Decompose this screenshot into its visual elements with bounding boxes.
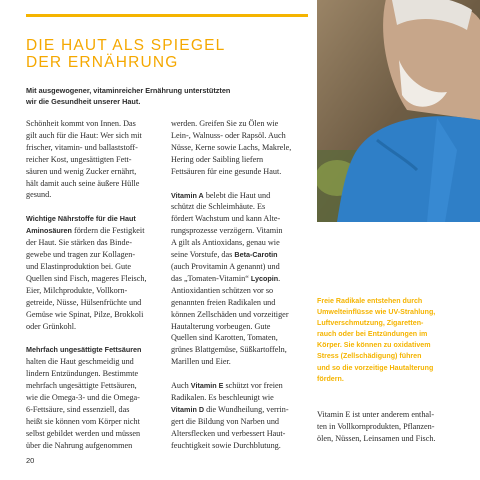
text-line: Antioxidantien schützen vor so xyxy=(171,285,274,295)
text-column-1 xyxy=(26,118,168,464)
free-radicals-callout xyxy=(317,296,477,385)
text-line: gert die Bildung von Narben und xyxy=(171,416,280,426)
term-lycopin: Lycopin xyxy=(250,273,279,283)
text-line: feuchtigkeit sowie Durchblutung. xyxy=(171,440,281,450)
text-run: . xyxy=(278,273,281,283)
text-line: Lein-, Walnuss- oder Rapsöl. Auch xyxy=(171,130,286,140)
page-title xyxy=(26,37,316,71)
text-line: selbst gebildet werden und müssen xyxy=(26,428,141,438)
text-line: lindern Entzündungen. Bestimmte xyxy=(26,369,139,379)
text-line: Schönheit kommt von Innen. Das xyxy=(26,119,136,128)
text-line: und Elastinproduktion bei. Gute xyxy=(26,261,132,271)
text-line: Hautalterung vorbeugen. Gute xyxy=(171,321,271,331)
text-run: fördern die Festigkeit xyxy=(71,226,145,236)
text-line: getreide, Nüsse, Hülsenfrüchte und xyxy=(26,297,142,307)
text-line: frischer, vitamin- und ballaststoff- xyxy=(26,142,138,152)
text-line: säuren und wenig Zucker ernährt, xyxy=(26,166,137,176)
text-line: Quellen sind Fisch, mageres Fleisch, xyxy=(26,273,147,283)
lead-line: wir die Gesundheit unserer Haut. xyxy=(26,97,141,106)
text-column-2 xyxy=(171,118,307,464)
term-aminosaeuren: Aminosäuren xyxy=(26,226,72,236)
callout-line: rauch oder bei Entzündungen im xyxy=(317,330,428,339)
text-line: reicher Kost, ungesättigten Fett- xyxy=(26,154,132,164)
text-line: gilt auch für die Haut: Wer sich mit xyxy=(26,130,142,140)
amino-paragraph xyxy=(26,213,168,332)
text-line: halten die Haut geschmeidig und xyxy=(26,357,134,367)
text-line: fördert Wachstum und kann Alte- xyxy=(171,214,281,224)
term-vitamin-a: Vitamin A xyxy=(171,190,204,200)
term-vitamin-d: Vitamin D xyxy=(171,404,205,414)
text-line: Eier, Milchprodukte, Vollkorn- xyxy=(26,285,128,295)
text-line: (auch Provitamin A genannt) und xyxy=(171,261,280,271)
text-line: A gilt als Antioxidans, genau wie xyxy=(171,238,280,248)
callout-line: Luftverschmutzung, Zigaretten- xyxy=(317,319,424,328)
lead-line: Mit ausgewogener, vitaminreicher Ernährung unterstützten xyxy=(26,86,231,95)
text-line: wie die Omega-3- und die Omega- xyxy=(26,393,140,403)
text-run: die Wundheilung, verrin- xyxy=(204,404,289,414)
text-line: Fettsäuren für eine gesunde Haut. xyxy=(171,166,282,176)
text-line: über die Nahrung aufgenommen xyxy=(26,440,133,450)
text-line: hält damit auch seine äußere Hülle xyxy=(26,178,140,188)
text-line: werden. Greifen Sie zu Ölen wie xyxy=(171,119,279,128)
text-run: belebt die Haut und xyxy=(203,190,271,200)
text-line: gewebe und tragen zur Kollagen- xyxy=(26,250,136,260)
lead-paragraph xyxy=(26,85,326,107)
text-run: Auch xyxy=(171,381,191,391)
text-line: Gemüse wie Spinat, Pilze, Brokkoli xyxy=(26,309,144,319)
vitamin-a-paragraph xyxy=(171,190,307,369)
text-line: Hering oder Saibling liefern xyxy=(171,154,264,164)
callout-line: und so die vorzeitige Hautalterung xyxy=(317,363,434,372)
text-line: 6-Fettsäure, sind essenziell, das xyxy=(26,404,130,414)
text-line: rungsprozesse verzögern. Vitamin xyxy=(171,226,283,236)
photo-illustration xyxy=(317,0,480,222)
callout-line: Körper. Sie können zu oxidativem xyxy=(317,341,431,350)
intro-paragraph xyxy=(26,118,168,201)
callout-line: fördern. xyxy=(317,374,344,383)
text-line: Altersflecken und verbessert Haut- xyxy=(171,428,286,438)
callout-line: Stress (Zellschädigung) führen xyxy=(317,352,422,361)
text-line: können Zellschäden und vorzeitiger xyxy=(171,309,289,319)
title-line: DER ERNÄHRUNG xyxy=(26,54,179,71)
text-run: das „Tomaten-Vitamin“ xyxy=(171,273,251,283)
text-line: mehrfach ungesättigte Fettsäuren, xyxy=(26,381,137,391)
text-line: Radikalen. Es beschleunigt wie xyxy=(171,393,274,403)
title-line: DIE HAUT ALS SPIEGEL xyxy=(26,37,226,54)
text-run: seine Vorstufe, das xyxy=(171,250,235,260)
note-line: ten in Vollkornprodukten, Pflanzen- xyxy=(317,421,435,431)
oils-paragraph xyxy=(171,118,307,178)
note-line: ölen, Nüssen, Leinsamen und Fisch. xyxy=(317,433,436,443)
text-line: Marillen und Eier. xyxy=(171,357,231,367)
callout-line: Freie Radikale entstehen durch xyxy=(317,297,423,305)
text-line: der Haut. Sie stärken das Binde- xyxy=(26,238,132,248)
text-line: Nüsse, Kerne sowie Lachs, Makrele, xyxy=(171,142,292,152)
text-line: Quellen sind Karotten, Tomaten, xyxy=(171,333,278,343)
text-line: gesund. xyxy=(26,190,52,200)
note-line: Vitamin E ist unter anderem enthal- xyxy=(317,410,435,419)
section-heading: Mehrfach ungesättigte Fettsäuren xyxy=(26,345,142,355)
text-run: schützt vor freien xyxy=(223,381,283,391)
page-number: 20 xyxy=(26,456,35,465)
top-accent-rule xyxy=(26,14,308,17)
callout-line: Umwelteinflüsse wie UV-Strahlung, xyxy=(317,308,436,317)
vitamin-e-paragraph xyxy=(171,380,307,451)
text-line: genannten freien Radikalen und xyxy=(171,297,276,307)
text-line: heißt sie können vom Körper nicht xyxy=(26,416,140,426)
text-line: schützt die Schleimhäute. Es xyxy=(171,202,266,212)
text-line: grünes Blattgemüse, Süßkartoffeln, xyxy=(171,345,287,355)
vitamin-e-sources-note xyxy=(317,409,477,445)
man-with-glasses-photo xyxy=(317,0,480,222)
fatty-acids-paragraph xyxy=(26,344,168,451)
term-vitamin-e: Vitamin E xyxy=(190,381,224,391)
term-beta-carotin: Beta-Carotin xyxy=(234,250,278,260)
text-line: oder Grünkohl. xyxy=(26,321,77,331)
section-heading: Wichtige Nährstoffe für die Haut xyxy=(26,214,136,224)
